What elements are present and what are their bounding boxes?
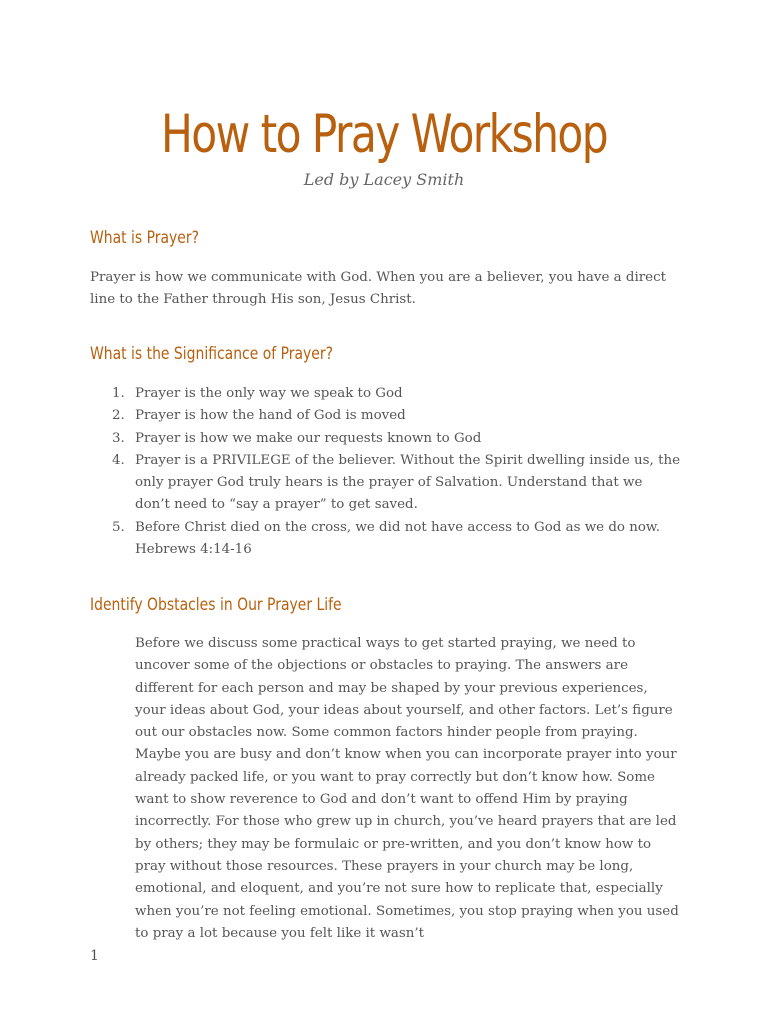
list-item-text: Prayer is a PRIVILEGE of the believer. Without the Spirit dwelling inside us, the only prayer God truly hears is the prayer of Salvation. Understand that we don’t need to “say a prayer” to get saved.: [135, 452, 680, 513]
list-item-number: 2.: [112, 408, 125, 424]
list-item-text: Prayer is how we make our requests known to God: [135, 430, 482, 446]
section-heading-obstacles: Identify Obstacles in Our Prayer Life: [90, 595, 342, 615]
section-body-obstacles: Before we discuss some practical ways to get started praying, we need to uncover some of the objections or obstacles to praying. The answers are different for each person and may be shaped by your previous experiences, your ideas about God, your ideas about yourself, and other factors. Let’s figure out our obstacles now. Some common factors hinder people from praying. Maybe you are busy and don’t know when you can incorporate prayer into your already packed life, or you want to pray correctly but don’t know how. Some want to show reverence to God and don’t want to offend Him by praying incorrectly. For those who grew up in church, you’ve heard prayers that are led by others; they may be formulaic or pre-written, and you don’t know how to pray without those resources. These prayers in your church may be long, emotional, and eloquent, and you’re not sure how to replicate that, especially when you’re not feeling emotional. Sometimes, you stop praying when you used to pray a lot because you felt like it wasn’t: [135, 636, 679, 941]
section-body-what-is-prayer: Prayer is how we communicate with God. When you are a believer, you have a direct line to the Father through His son, Jesus Christ.: [90, 270, 666, 308]
list-item-number: 5.: [112, 519, 125, 535]
list-item-number: 4.: [112, 452, 125, 468]
list-item: [90, 383, 680, 405]
list-item: [90, 428, 680, 450]
significance-list: [90, 383, 680, 561]
list-item-number: 1.: [112, 386, 125, 401]
section-heading-what-is-prayer: What is Prayer?: [90, 228, 200, 248]
list-item: [90, 517, 680, 562]
list-item-text: Prayer is how the hand of God is moved: [135, 408, 406, 424]
document-title: How to Pray Workshop: [160, 104, 608, 165]
list-item-text: Prayer is the only way we speak to God: [135, 386, 403, 401]
list-item-number: 3.: [112, 430, 125, 446]
list-item: [90, 450, 680, 517]
document-subtitle: Led by Lacey Smith: [303, 170, 465, 189]
list-item-text: Before Christ died on the cross, we did not have access to God as we do now. Hebrews 4:14-16: [135, 519, 661, 558]
section-heading-significance: What is the Significance of Prayer?: [90, 344, 333, 364]
list-item: [90, 405, 680, 427]
page-number: 1: [90, 948, 99, 964]
